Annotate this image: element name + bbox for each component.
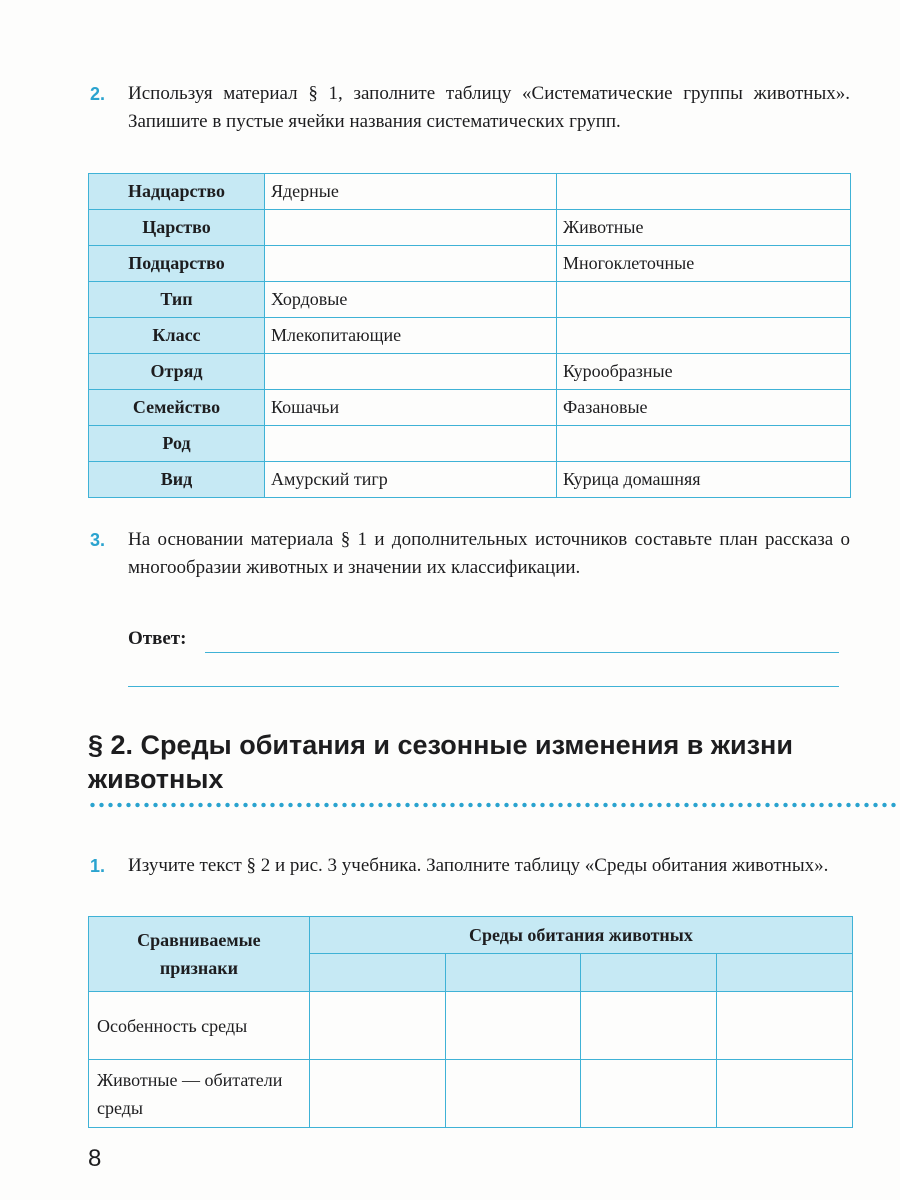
answer-cell[interactable] bbox=[309, 1060, 445, 1128]
taxon-cell-bird[interactable] bbox=[557, 318, 851, 354]
table-row bbox=[89, 426, 851, 462]
page-number: 8 bbox=[88, 1145, 102, 1172]
taxon-cell-mammal[interactable] bbox=[265, 354, 557, 390]
rank-label: Царство bbox=[89, 210, 265, 246]
taxon-cell-bird: Курообразные bbox=[557, 354, 851, 390]
answer-label: Ответ: bbox=[128, 628, 187, 649]
answer-cell[interactable] bbox=[717, 992, 853, 1060]
answer-cell[interactable] bbox=[309, 992, 445, 1060]
taxon-cell-mammal: Млекопитающие bbox=[265, 318, 557, 354]
rank-label: Подцарство bbox=[89, 246, 265, 282]
answer-cell[interactable] bbox=[717, 1060, 853, 1128]
task-number: 1. bbox=[90, 856, 106, 876]
task-text: На основании материала § 1 и дополнительных источников составьте план рассказа о многообразии животных и значении их классификации. bbox=[128, 529, 850, 578]
habitat-column-header[interactable] bbox=[717, 954, 853, 992]
table-row bbox=[89, 462, 851, 498]
rank-label: Тип bbox=[89, 282, 265, 318]
corner-header: Сравниваемые признаки bbox=[89, 917, 310, 992]
answer-line[interactable] bbox=[205, 652, 839, 653]
rank-label: Семейство bbox=[89, 390, 265, 426]
table-row bbox=[89, 354, 851, 390]
task-number: 3. bbox=[90, 530, 106, 550]
taxon-cell-bird[interactable] bbox=[557, 282, 851, 318]
taxon-cell-mammal[interactable] bbox=[265, 426, 557, 462]
taxon-cell-bird[interactable] bbox=[557, 174, 851, 210]
table-row bbox=[89, 282, 851, 318]
row-label: Животные — обитатели среды bbox=[89, 1060, 310, 1128]
taxon-cell-bird: Многоклеточные bbox=[557, 246, 851, 282]
task-number: 2. bbox=[90, 84, 106, 104]
group-header: Среды обитания животных bbox=[309, 917, 852, 954]
answer-cell[interactable] bbox=[445, 1060, 581, 1128]
section-title: § 2. Среды обитания и сезонные изменения в жизни животных bbox=[88, 730, 793, 794]
taxon-cell-mammal: Кошачьи bbox=[265, 390, 557, 426]
rank-label: Отряд bbox=[89, 354, 265, 390]
task-1 bbox=[90, 852, 850, 880]
taxon-cell-mammal: Хордовые bbox=[265, 282, 557, 318]
table-row bbox=[89, 390, 851, 426]
table-row bbox=[89, 246, 851, 282]
habitat-table bbox=[88, 916, 853, 1128]
task-text: Изучите текст § 2 и рис. 3 учебника. Заполните таблицу «Среды обитания животных». bbox=[128, 855, 829, 876]
taxon-cell-bird: Животные bbox=[557, 210, 851, 246]
taxon-cell-bird: Фазановые bbox=[557, 390, 851, 426]
answer-cell[interactable] bbox=[581, 1060, 717, 1128]
task-2 bbox=[90, 80, 850, 136]
row-label: Особенность среды bbox=[89, 992, 310, 1060]
rank-label: Класс bbox=[89, 318, 265, 354]
answer-cell[interactable] bbox=[445, 992, 581, 1060]
taxon-cell-mammal[interactable] bbox=[265, 246, 557, 282]
rank-label: Род bbox=[89, 426, 265, 462]
rank-label: Надцарство bbox=[89, 174, 265, 210]
table-row bbox=[89, 210, 851, 246]
taxon-cell-bird: Курица домашняя bbox=[557, 462, 851, 498]
taxon-cell-mammal[interactable] bbox=[265, 210, 557, 246]
habitat-column-header[interactable] bbox=[581, 954, 717, 992]
answer-cell[interactable] bbox=[581, 992, 717, 1060]
taxon-cell-bird[interactable] bbox=[557, 426, 851, 462]
dotted-divider bbox=[88, 802, 900, 808]
task-text: Используя материал § 1, заполните таблицу «Систематические группы животных». Запишите в пустые ячейки названия систематических групп. bbox=[128, 83, 850, 132]
task-3 bbox=[90, 526, 850, 582]
table-row bbox=[89, 318, 851, 354]
habitat-column-header[interactable] bbox=[309, 954, 445, 992]
taxon-cell-mammal: Ядерные bbox=[265, 174, 557, 210]
habitat-column-header[interactable] bbox=[445, 954, 581, 992]
answer-line[interactable] bbox=[128, 686, 839, 687]
taxon-cell-mammal: Амурский тигр bbox=[265, 462, 557, 498]
rank-label: Вид bbox=[89, 462, 265, 498]
systematics-table bbox=[88, 173, 851, 498]
table-row bbox=[89, 174, 851, 210]
